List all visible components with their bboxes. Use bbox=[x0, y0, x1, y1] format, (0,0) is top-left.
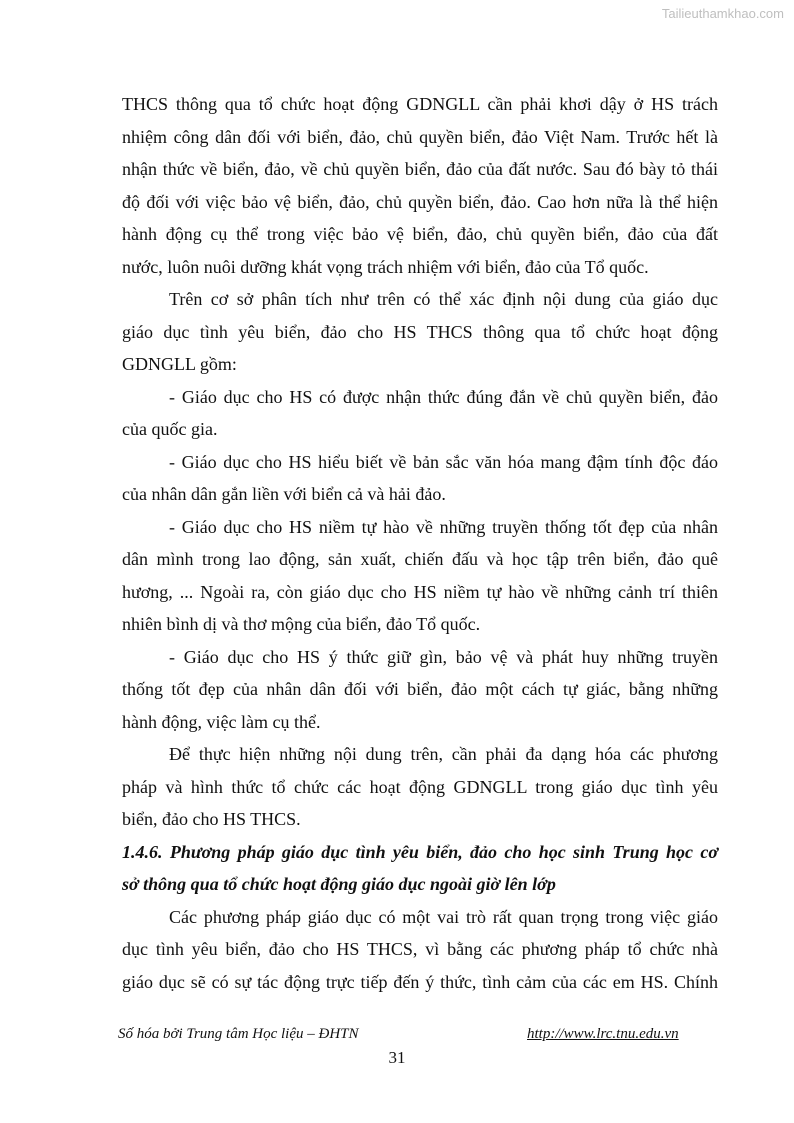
footer-publisher: Số hóa bởi Trung tâm Học liệu – ĐHTN bbox=[118, 1026, 359, 1042]
section-heading: sở thông qua tổ chức hoạt động giáo dục ngoài giờ lên lớp bbox=[122, 874, 556, 894]
text-line: - Giáo dục cho HS có được nhận thức đúng đắn về chủ quyền biển, đảo bbox=[169, 386, 718, 407]
text-line: THCS thông qua tổ chức hoạt động GDNGLL cần phải khơi dậy ở HS trách bbox=[122, 94, 718, 114]
section-heading: 1.4.6. Phương pháp giáo dục tình yêu biển, đảo cho học sinh Trung học cơ bbox=[122, 841, 718, 862]
text-line: Trên cơ sở phân tích như trên có thể xác định nội dung của giáo dục bbox=[169, 289, 718, 309]
text-line: GDNGLL gồm: bbox=[122, 354, 237, 374]
text-line: pháp và hình thức tổ chức các hoạt động GDNGLL trong giáo dục tình yêu bbox=[122, 776, 718, 797]
text-line: thống tốt đẹp của nhân dân đối với biển, đảo một cách tự giác, bằng những bbox=[122, 679, 718, 699]
text-line: dục tình yêu biển, đảo cho HS THCS, vì bằng các phương pháp tổ chức nhà bbox=[122, 939, 718, 959]
text-line: dân mình trong lao động, sản xuất, chiến đấu và học tập trên biển, đảo quê bbox=[122, 549, 718, 569]
text-line: nhiệm công dân đối với biển, đảo, chủ quyền biển, đảo Việt Nam. Trước hết là bbox=[122, 126, 718, 147]
page-number: 31 bbox=[388, 1048, 406, 1067]
page-body bbox=[122, 88, 718, 998]
text-line: nhận thức về biển, đảo, về chủ quyền biển, đảo của đất nước. Sau đó bày tỏ thái bbox=[122, 159, 718, 179]
text-line: nhiên bình dị và thơ mộng của biển, đảo Tổ quốc. bbox=[122, 614, 481, 634]
footer-link[interactable]: http://www.lrc.tnu.edu.vn bbox=[527, 1026, 679, 1042]
text-line: biển, đảo cho HS THCS. bbox=[122, 809, 301, 829]
text-line: hương, ... Ngoài ra, còn giáo dục cho HS niềm tự hào về những cảnh trí thiên bbox=[122, 581, 718, 602]
text-line: Để thực hiện những nội dung trên, cần phải đa dạng hóa các phương bbox=[169, 744, 718, 764]
text-line: - Giáo dục cho HS hiểu biết về bản sắc văn hóa mang đậm tính độc đáo bbox=[169, 451, 718, 472]
text-line: giáo dục tình yêu biển, đảo cho HS THCS thông qua tổ chức hoạt động bbox=[122, 321, 718, 342]
text-line: của quốc gia. bbox=[122, 419, 218, 439]
text-line: hành động, việc làm cụ thể. bbox=[122, 711, 321, 732]
text-line: Các phương pháp giáo dục có một vai trò rất quan trọng trong việc giáo bbox=[169, 906, 718, 927]
text-line: - Giáo dục cho HS ý thức giữ gìn, bảo vệ và phát huy những truyền bbox=[169, 646, 718, 667]
text-line: hành động cụ thể trong việc bảo vệ biển, đảo, chủ quyền biển, đảo của đất bbox=[122, 224, 718, 244]
text-line: giáo dục sẽ có sự tác động trực tiếp đến ý thức, tình cảm của các em HS. Chính bbox=[122, 971, 718, 992]
text-line: nước, luôn nuôi dưỡng khát vọng trách nhiệm với biển, đảo của Tổ quốc. bbox=[122, 256, 649, 277]
watermark: Tailieuthamkhao.com bbox=[661, 6, 784, 21]
text-line: của nhân dân gắn liền với biển cả và hải đảo. bbox=[122, 484, 446, 504]
text-line: độ đối với việc bảo vệ biển, đảo, chủ quyền biển, đảo. Cao hơn nữa là thể hiện bbox=[122, 191, 718, 212]
text-line: - Giáo dục cho HS niềm tự hào về những truyền thống tốt đẹp của nhân bbox=[169, 516, 718, 537]
